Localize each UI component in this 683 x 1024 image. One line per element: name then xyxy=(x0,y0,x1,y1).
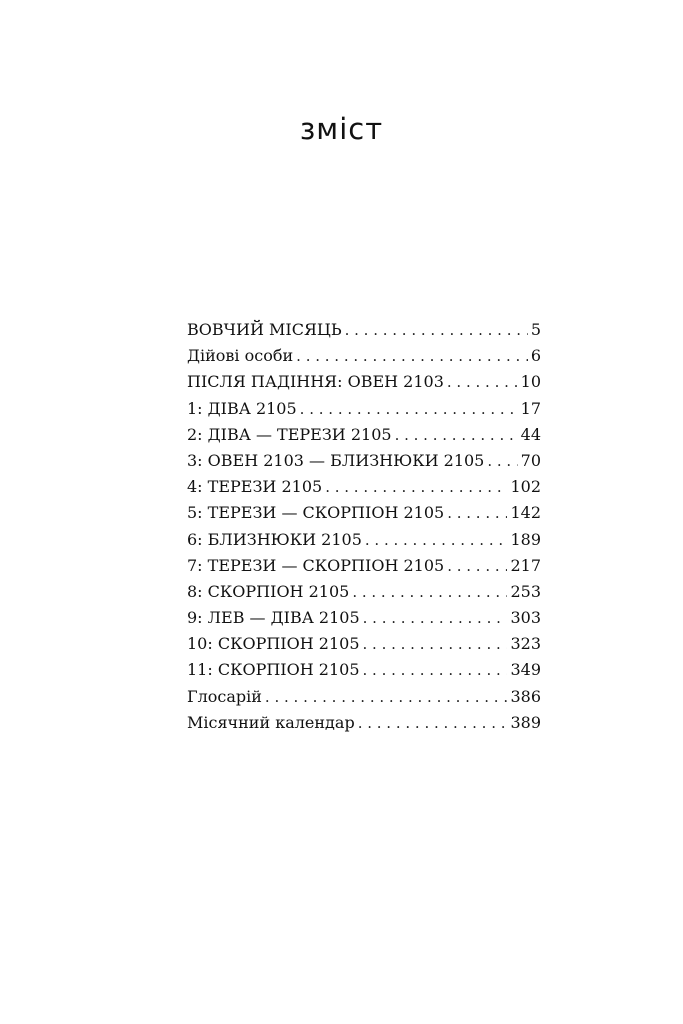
toc-dot-leader xyxy=(447,369,518,395)
toc-entry-label: 6: БЛИЗНЮКИ 2105 xyxy=(187,529,362,549)
toc-entry xyxy=(187,684,541,710)
toc-entry-label: 8: СКОРПІОН 2105 xyxy=(187,581,350,601)
toc-dot-leader xyxy=(345,317,528,343)
toc-entry-label: 10: СКОРПІОН 2105 xyxy=(187,634,360,654)
toc-entry-page: 349 xyxy=(510,660,541,680)
toc-entry-label: Дійові особи xyxy=(187,346,294,366)
toc-entry xyxy=(187,422,541,448)
toc-dot-leader xyxy=(358,710,508,736)
toc-entry xyxy=(187,474,541,500)
toc-dot-leader xyxy=(296,343,528,369)
toc-entry xyxy=(187,605,541,631)
toc-entry xyxy=(187,631,541,657)
toc-entry xyxy=(187,448,541,474)
toc-entry-page: 102 xyxy=(510,477,541,497)
toc-dot-leader xyxy=(300,396,518,422)
toc-dot-leader xyxy=(363,631,508,657)
toc-entry xyxy=(187,527,541,553)
toc-dot-leader xyxy=(363,657,508,683)
toc-entry xyxy=(187,657,541,683)
toc-entry xyxy=(187,500,541,526)
toc-entry-page: 6 xyxy=(530,346,541,366)
toc-entry-label: Глосарій xyxy=(187,686,262,706)
toc-entry-page: 389 xyxy=(510,712,541,732)
toc-dot-leader xyxy=(352,579,507,605)
toc-dot-leader xyxy=(325,474,507,500)
toc-entry xyxy=(187,369,541,395)
toc-entry-page: 142 xyxy=(510,503,541,523)
toc-entry xyxy=(187,343,541,369)
toc-dot-leader xyxy=(487,448,517,474)
toc-dot-leader xyxy=(447,553,507,579)
toc-entry-page: 189 xyxy=(510,529,541,549)
toc-entry-page: 5 xyxy=(530,320,541,339)
toc-entry-page: 323 xyxy=(510,634,541,654)
toc-dot-leader xyxy=(363,605,508,631)
toc-dot-leader xyxy=(365,527,508,553)
page-title: зміст xyxy=(299,112,384,146)
toc-entry-label: 11: СКОРПІОН 2105 xyxy=(187,660,360,680)
toc-dot-leader xyxy=(265,684,508,710)
toc-entry-label: 7: ТЕРЕЗИ — СКОРПІОН 2105 xyxy=(187,555,445,575)
toc-entry-page: 386 xyxy=(510,686,541,706)
table-of-contents xyxy=(187,317,541,736)
toc-entry-label: 5: ТЕРЕЗИ — СКОРПІОН 2105 xyxy=(187,503,445,523)
toc-entry-page: 70 xyxy=(520,450,541,470)
toc-entry xyxy=(187,579,541,605)
toc-entry xyxy=(187,317,541,343)
toc-entry-page: 253 xyxy=(510,581,541,601)
toc-dot-leader xyxy=(447,500,507,526)
toc-entry-label: ПІСЛЯ ПАДІННЯ: ОВЕН 2103 xyxy=(187,372,444,392)
toc-entry-label: Місячний календар xyxy=(187,712,355,732)
toc-entry-page: 217 xyxy=(510,555,541,575)
toc-entry-label: 9: ЛЕВ — ДІВА 2105 xyxy=(187,608,360,628)
toc-entry xyxy=(187,396,541,422)
toc-entry-page: 44 xyxy=(520,424,541,444)
toc-entry-label: 2: ДІВА — ТЕРЕЗИ 2105 xyxy=(187,424,392,444)
toc-entry-page: 303 xyxy=(510,608,541,628)
toc-entry-label: 3: ОВЕН 2103 — БЛИЗНЮКИ 2105 xyxy=(187,450,485,470)
toc-entry-page: 17 xyxy=(520,398,541,418)
toc-entry-label: 4: ТЕРЕЗИ 2105 xyxy=(187,477,323,497)
toc-entry-label: ВОВЧИЙ МІСЯЦЬ xyxy=(187,320,342,339)
toc-entry xyxy=(187,710,541,736)
toc-entry-label: 1: ДІВА 2105 xyxy=(187,398,297,418)
toc-dot-leader xyxy=(395,422,518,448)
toc-entry xyxy=(187,553,541,579)
toc-entry-page: 10 xyxy=(520,372,541,392)
